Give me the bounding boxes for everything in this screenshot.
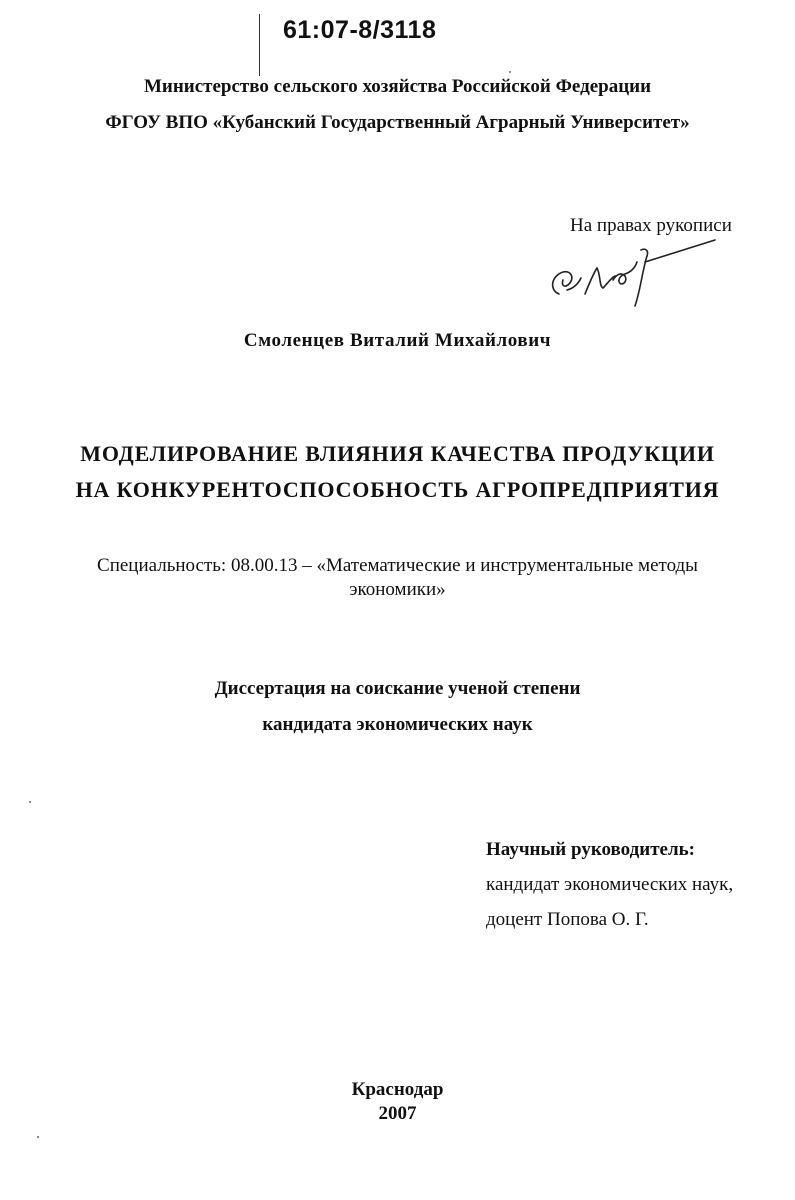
advisor-heading: Научный руководитель: bbox=[486, 839, 695, 860]
specialty-line-1: Специальность: 08.00.13 – «Математические и инструментальные методы bbox=[97, 555, 698, 576]
rights-notice: На правах рукописи bbox=[570, 215, 732, 236]
handwritten-signature bbox=[545, 232, 720, 314]
advisor-line-2: доцент Попова О. Г. bbox=[486, 909, 649, 930]
title-line-1: МОДЕЛИРОВАНИЕ ВЛИЯНИЯ КАЧЕСТВА ПРОДУКЦИИ bbox=[80, 441, 715, 466]
degree-statement bbox=[0, 671, 795, 743]
year: 2007 bbox=[378, 1103, 417, 1124]
title-line-2: НА КОНКУРЕНТОСПОСОБНОСТЬ АГРОПРЕДПРИЯТИЯ bbox=[75, 477, 720, 502]
archive-stamp-number: 61:07-8/3118 bbox=[283, 16, 437, 44]
scan-speck bbox=[37, 1136, 39, 1138]
specialty-line-2: экономики» bbox=[349, 579, 446, 600]
city: Краснодар bbox=[351, 1079, 444, 1100]
degree-line-1: Диссертация на соискание ученой степени bbox=[214, 678, 581, 699]
advisor-block bbox=[486, 832, 733, 937]
scan-speck bbox=[509, 71, 511, 73]
degree-line-2: кандидата экономических наук bbox=[262, 714, 533, 735]
scan-speck bbox=[29, 801, 31, 803]
advisor-line-1: кандидат экономических наук, bbox=[486, 874, 734, 895]
author-name: Смоленцев Виталий Михайлович bbox=[243, 330, 552, 351]
stamp-margin-line bbox=[259, 14, 260, 76]
city-and-year bbox=[0, 1078, 795, 1126]
dissertation-title bbox=[0, 436, 795, 508]
university-heading: ФГОУ ВПО «Кубанский Государственный Аграрный Университет» bbox=[105, 112, 690, 133]
specialty bbox=[0, 554, 795, 602]
ministry-heading: Министерство сельского хозяйства Российской Федерации bbox=[143, 76, 652, 97]
